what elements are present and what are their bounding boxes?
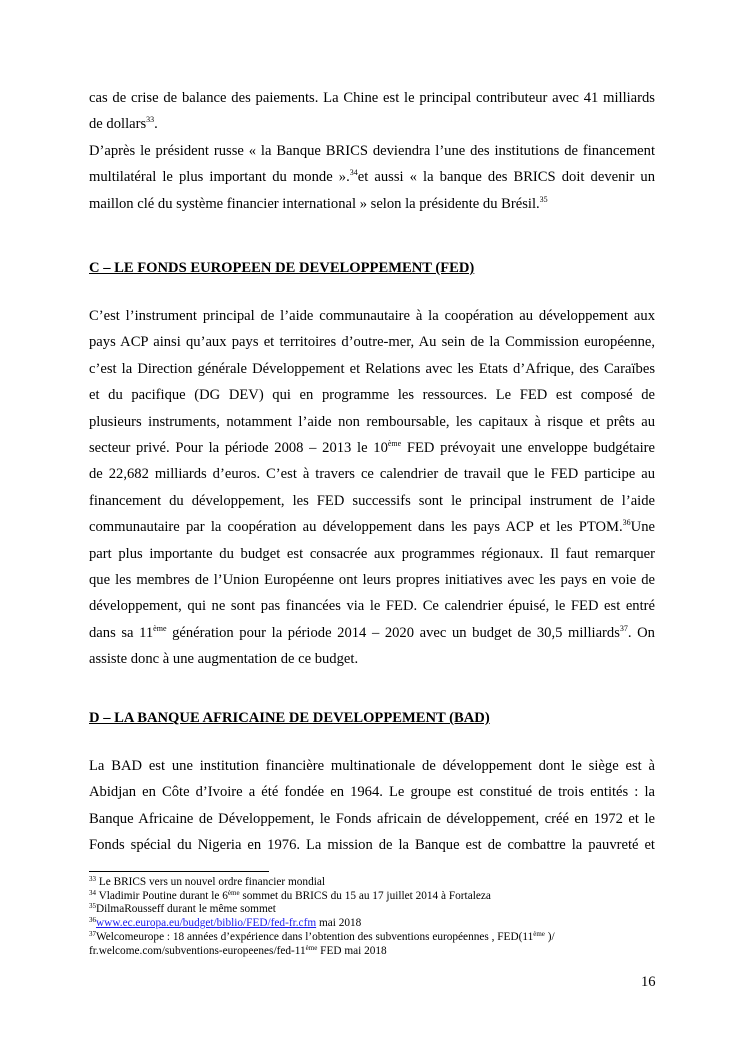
section-heading-fed: C – LE FONDS EUROPEEN DE DEVELOPPEMENT (FED): [89, 260, 475, 276]
text-line: plusieurs instruments, notamment l’aide non remboursable, les capitaux à risque et prêts au: [89, 413, 655, 430]
text-line: assiste donc à une augmentation de ce budget.: [89, 651, 359, 668]
text-line: part plus importante du budget est consacrée aux programmes régionaux. Il faut remarquer: [89, 545, 655, 562]
paragraph-brics: [89, 85, 655, 217]
footnote-37-continued: fr.welcome.com/subventions-europeenes/fed-11ème FED mai 2018: [89, 943, 387, 957]
footnote-36-link[interactable]: www.ec.europa.eu/budget/biblio/FED/fed-fr.cfm: [96, 917, 317, 930]
footnote-36: $^{36}$www.ec.europa.eu/budget/biblio/FED/fed-fr.cfm mai 2018: [89, 916, 362, 930]
text-line: de dollars$^{33}$.: [89, 115, 158, 133]
text-line: cas de crise de balance des paiements. La Chine est le principal contributeur avec 41 milliards: [89, 90, 655, 106]
text-line: Abidjan en Côte d’Ivoire a été fondée en 1964. Le groupe est constitué de trois entités : la: [89, 784, 655, 801]
footnote-separator: [89, 871, 269, 872]
text-line: dans sa 11ème génération pour la période 2014 – 2020 avec un budget de 30,5 milliards$^{37}$. On: [89, 623, 655, 641]
footnote-34: $^{34}$ Vladimir Poutine durant le 6ème sommet du BRICS du 15 au 17 juillet 2014 à Fortaleza: [89, 888, 491, 902]
text-line: développement, qui ne sont pas financées via le FED. Ce calendrier épuisé, le FED est entré: [89, 598, 655, 615]
footnote-ref-37[interactable]: 37: [619, 623, 628, 633]
text-line: pays ACP ainsi qu’aux pays et territoires d’outre-mer, Au sein de la Commission européenne,: [89, 334, 655, 351]
text-line: que les membres de l’Union Européenne ont leurs propres initiatives avec les pays en voie de: [89, 572, 655, 589]
text-line: C’est l’instrument principal de l’aide communautaire à la coopération au développement aux: [89, 308, 655, 324]
text-line: et du pacifique (DG DEV) qui en programme les ressources. Le FED est composé de: [89, 387, 655, 404]
text-line: La BAD est une institution financière multinationale de développement dont le siège est à: [89, 758, 655, 774]
footnote-ref-35[interactable]: 35: [539, 194, 548, 204]
text-line: c’est la Direction générale Développement et Relations avec les Etats d’Afrique, des Caraïbes: [89, 360, 655, 377]
footnote-ref-34[interactable]: 34: [349, 168, 358, 178]
text-line: de 22,682 milliards d’euros. C’est à travers ce calendrier de travail que le FED participe au: [89, 466, 655, 483]
text-line: Banque Africaine de Développement, le Fonds africain de développement, créé en 1972 et le: [89, 810, 655, 827]
text-line: D’après le président russe « la Banque BRICS deviendra l’une des institutions de financement: [89, 142, 655, 159]
paragraph-fed: [89, 303, 655, 673]
text-line: maillon clé du système financier international » selon la présidente du Brésil.$^{35}$: [89, 194, 548, 212]
text-line: Fonds spécial du Nigeria en 1976. La mission de la Banque est de combattre la pauvreté et: [89, 837, 655, 854]
footnote-ref-33[interactable]: 33: [146, 115, 155, 125]
section-heading-bad: D – LA BANQUE AFRICAINE DE DEVELOPPEMENT (BAD): [89, 710, 490, 726]
text-line: secteur privé. Pour la période 2008 – 2013 le 10ème FED prévoyait une enveloppe budgétaire: [89, 439, 655, 457]
footnote-ref-36[interactable]: 36: [622, 518, 631, 528]
text-line: multilatéral le plus important du monde ».$^{34}$et aussi « la banque des BRICS doit devenir un: [89, 168, 655, 186]
footnote-33: $^{33}$ Le BRICS vers un nouvel ordre financier mondial: [89, 875, 326, 888]
footnote-37: $^{37}$Welcomeurope : 18 années d’expérience dans l’obtention des subventions européennes , FED(11ème )/: [89, 929, 555, 943]
paragraph-bad: [89, 753, 655, 859]
text-line: financement du développement, les FED successifs sont le principal instrument de l’aide: [89, 492, 655, 509]
footnote-35: $^{35}$DilmaRousseff durant le même sommet: [89, 902, 276, 916]
page-number: 16: [641, 974, 656, 990]
text-line: communautaire par la coopération au développement dans les pays ACP et les PTOM.$^{36}$Une: [89, 518, 655, 536]
footnotes: [89, 876, 669, 958]
